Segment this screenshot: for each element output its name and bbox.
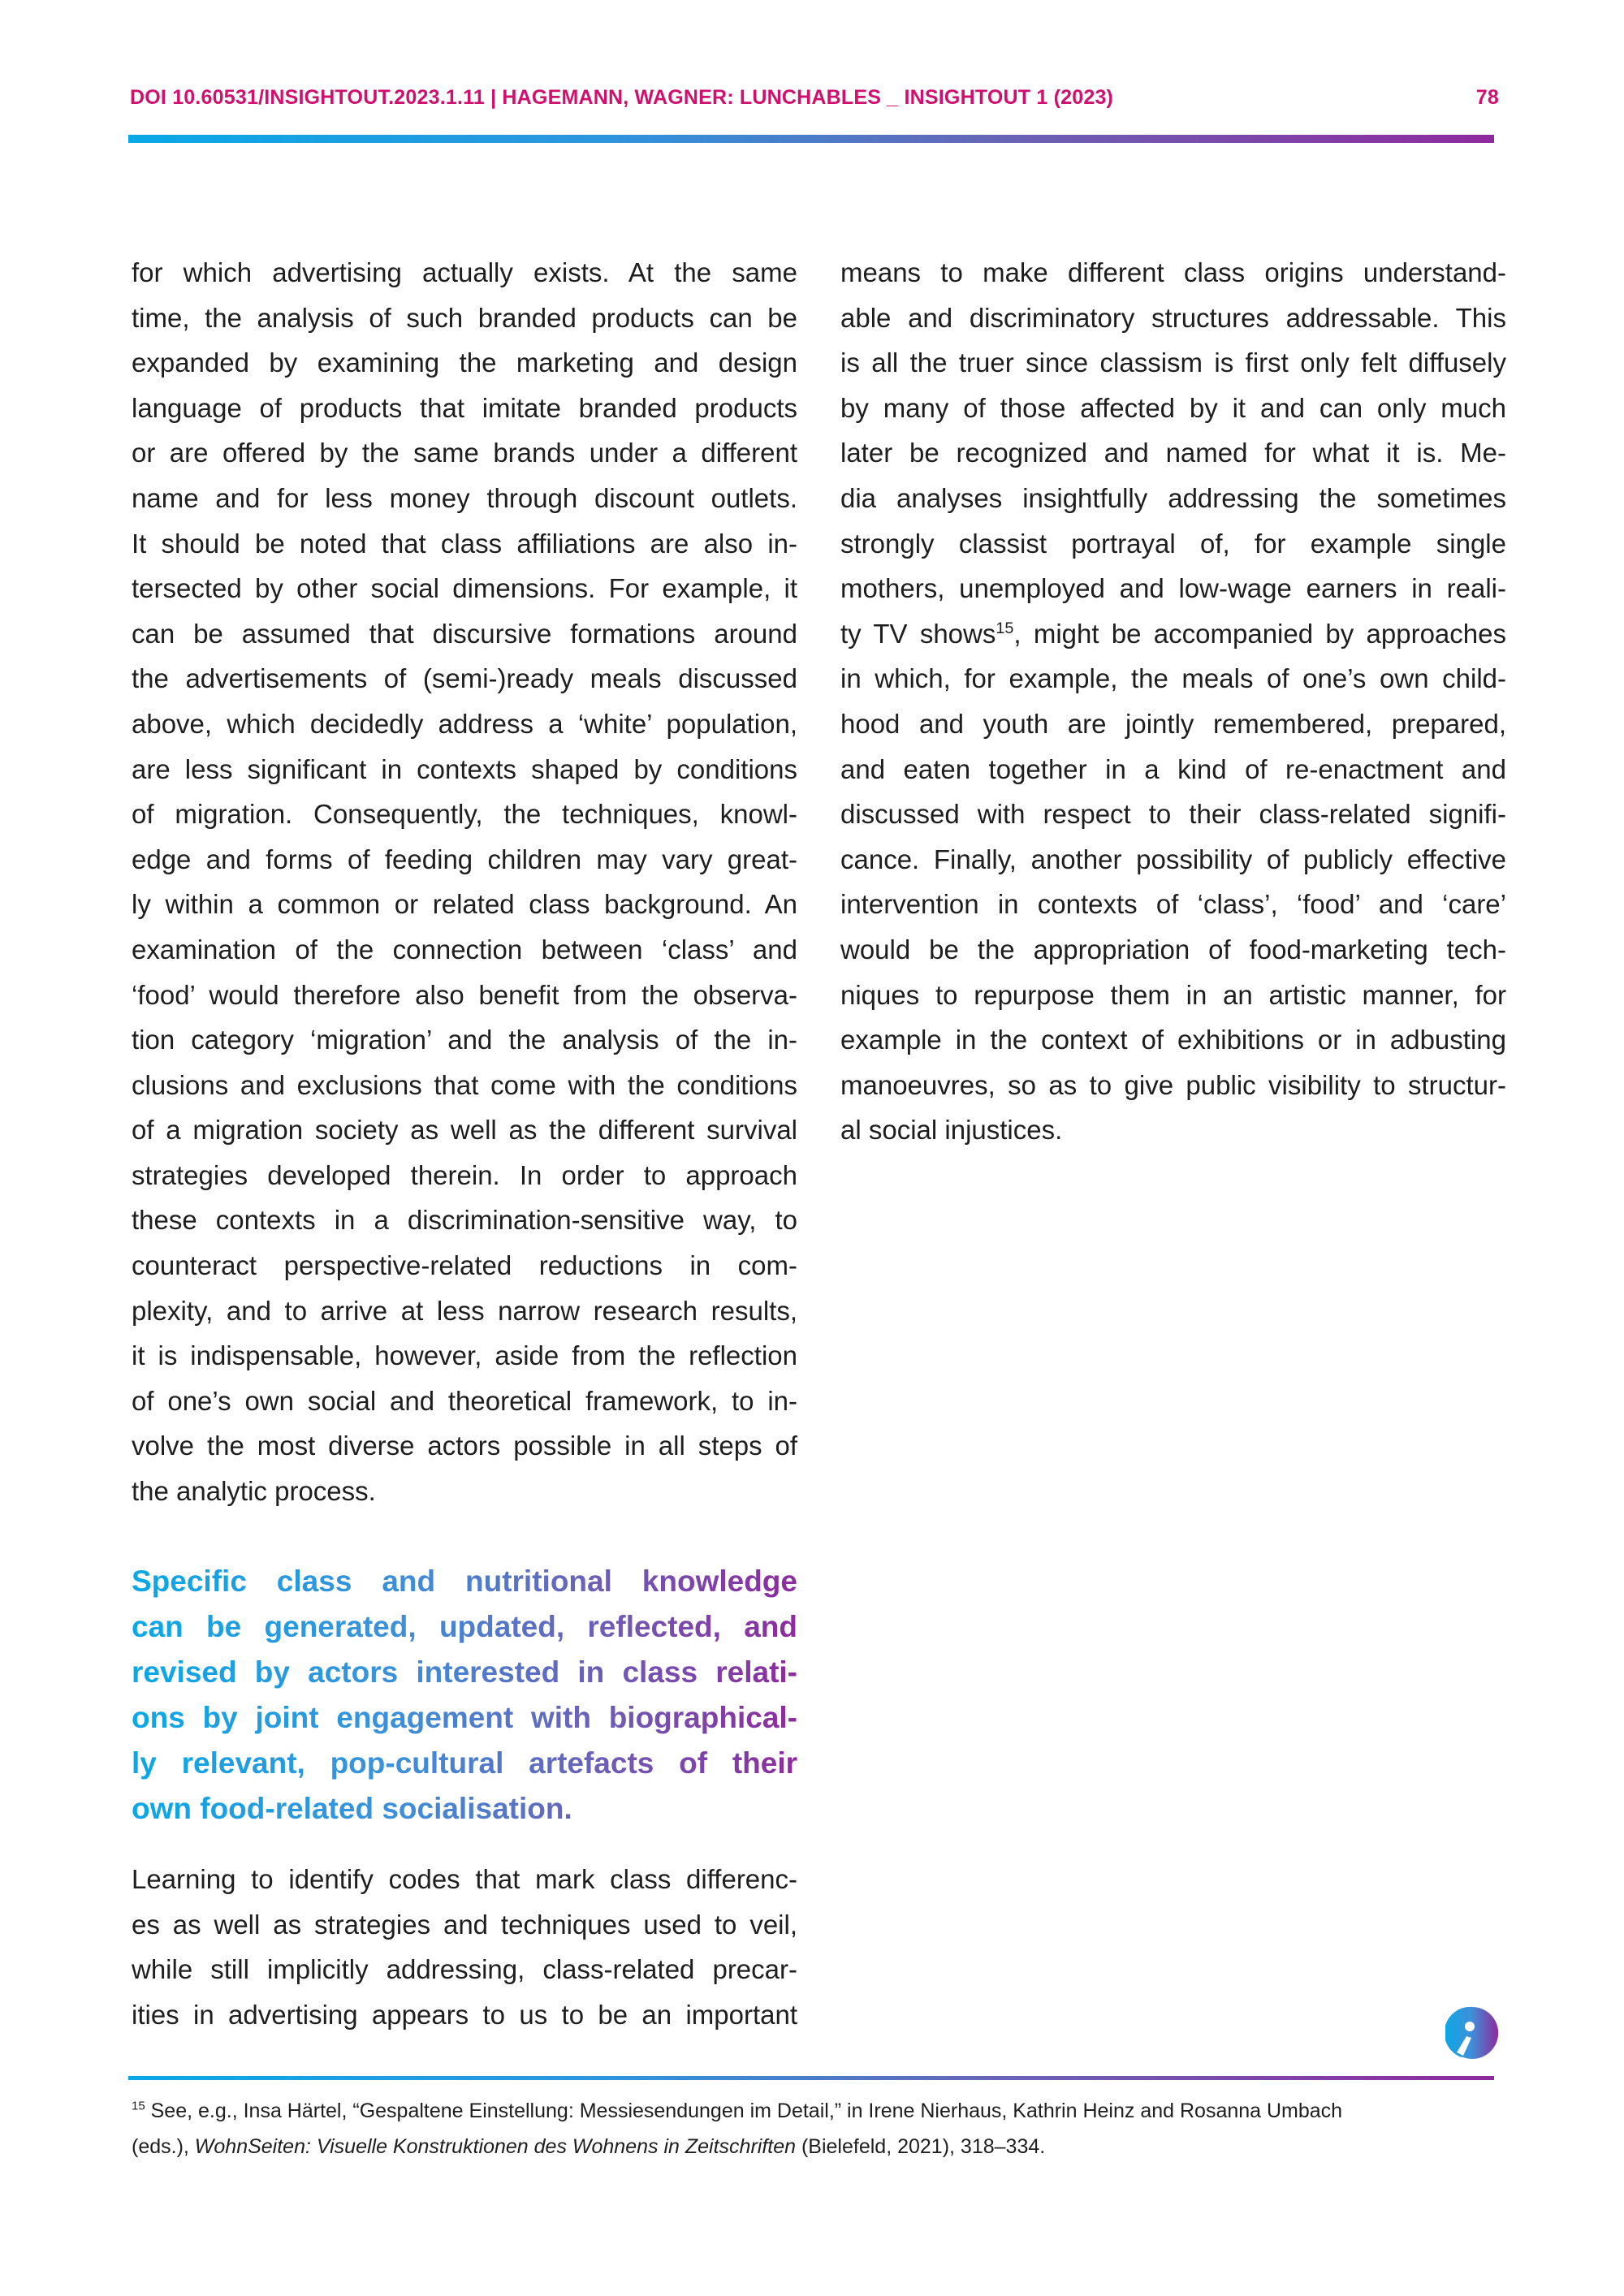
left-column-body — [132, 250, 797, 1514]
text-line: it is indispensable, however, aside from the reflection — [132, 1340, 797, 1371]
footnote-line-1 — [132, 2093, 1504, 2129]
text-line: counteract perspective-related reductions in com- — [132, 1250, 797, 1281]
text-line-with-footnote — [840, 611, 1506, 657]
text-line: in which, for example, the meals of one’s own child- — [840, 663, 1506, 694]
text-line: is all the truer since classism is first only felt diffusely — [840, 347, 1506, 378]
text-line: while still implicitly addressing, class-related precar- — [132, 1954, 797, 1985]
running-title: DOI 10.60531/INSIGHTOUT.2023.1.11 | HAGEMANN, WAGNER: LUNCHABLES _ INSIGHTOUT 1 (2023) — [130, 85, 1114, 109]
pull-quote-line: ons by joint engagement with biographical- — [132, 1701, 797, 1734]
text-line: volve the most diverse actors possible in all steps of — [132, 1431, 797, 1461]
text-line: edge and forms of feeding children may vary great- — [132, 844, 797, 874]
text-line: Learning to identify codes that mark class differenc- — [132, 1864, 797, 1894]
page-number: 78 — [1475, 85, 1499, 109]
text-line: cance. Finally, another possibility of publicly effective — [840, 844, 1506, 874]
text-line: niques to repurpose them in an artistic manner, for — [840, 979, 1506, 1010]
text-line: above, which decidedly address a ‘white’ population, — [132, 708, 797, 739]
text-line: ‘food’ would therefore also benefit from the observa- — [132, 979, 797, 1010]
text-line: able and discriminatory structures addressable. This — [840, 302, 1506, 333]
footnote-rule — [128, 2076, 1494, 2080]
text-line: strongly classist portrayal of, for example single — [840, 528, 1506, 559]
text-line: later be recognized and named for what it is. Me- — [840, 438, 1506, 468]
text-line: discussed with respect to their class-related signifi- — [840, 799, 1506, 830]
insightout-logo-icon — [1445, 2005, 1501, 2061]
footnote-line-2 — [132, 2129, 1504, 2164]
text-line: dia analyses insightfully addressing the sometimes — [840, 482, 1506, 513]
text-line: name and for less money through discount outlets. — [132, 482, 797, 513]
text-line: clusions and exclusions that come with the conditions — [132, 1069, 797, 1100]
footnote-text: (Bielefeld, 2021), 318–334. — [796, 2135, 1046, 2158]
text-line: for which advertising actually exists. At the same — [132, 257, 797, 287]
running-header — [130, 81, 1499, 114]
text-line: mothers, unemployed and low-wage earners in reali- — [840, 573, 1506, 604]
text-line: would be the appropriation of food-marketing tech- — [840, 934, 1506, 965]
text-line: or are offered by the same brands under a different — [132, 438, 797, 468]
text-line: strategies developed therein. In order to approach — [132, 1159, 797, 1190]
text-line: by many of those affected by it and can only much — [840, 392, 1506, 423]
text-line: expanded by examining the marketing and design — [132, 347, 797, 378]
text-line: tersected by other social dimensions. For example, it — [132, 573, 797, 604]
pull-quote-line: Specific class and nutritional knowledge — [132, 1564, 797, 1598]
text-line: es as well as strategies and techniques used to veil, — [132, 1909, 797, 1940]
text-line: of migration. Consequently, the techniques, knowl- — [132, 799, 797, 830]
footnote-text: See, e.g., Insa Härtel, “Gespaltene Einstellung: Messiesendungen im Detail,” in Irene Nierhaus, Kathrin Heinz and Rosanna Umbach — [145, 2100, 1343, 2122]
pull-quote-line: ly relevant, pop-cultural artefacts of their — [132, 1746, 797, 1780]
footnote-reference-link[interactable]: 15 — [996, 619, 1014, 637]
text-line: al social injustices. — [840, 1115, 1063, 1146]
header-rule — [128, 135, 1494, 143]
right-column-body — [840, 250, 1506, 1153]
text-fragment: ty TV shows — [840, 618, 996, 649]
text-line: are less significant in contexts shaped by conditions — [132, 753, 797, 784]
pull-quote-line: own food-related socialisation. — [132, 1792, 572, 1825]
text-line: of one’s own social and theoretical framework, to in- — [132, 1385, 797, 1416]
pull-quote — [132, 1559, 797, 1832]
text-line: example in the context of exhibitions or in adbusting — [840, 1025, 1506, 1055]
text-line: can be assumed that discursive formations around — [132, 618, 797, 649]
text-line: hood and youth are jointly remembered, prepared, — [840, 708, 1506, 739]
footnote-number: 15 — [132, 2099, 145, 2113]
left-column-paragraph-2 — [132, 1857, 797, 2037]
text-line: of a migration society as well as the different survival — [132, 1115, 797, 1146]
text-line: ities in advertising appears to us to be an important — [132, 1999, 797, 2030]
text-line: ly within a common or related class background. An — [132, 889, 797, 920]
text-line: the analytic process. — [132, 1476, 376, 1507]
text-line: means to make different class origins understand- — [840, 257, 1506, 287]
text-line: plexity, and to arrive at less narrow research results, — [132, 1295, 797, 1326]
text-line: manoeuvres, so as to give public visibility to structur- — [840, 1069, 1506, 1100]
text-line: and eaten together in a kind of re-enactment and — [840, 753, 1506, 784]
text-line: the advertisements of (semi-)ready meals discussed — [132, 663, 797, 694]
text-line: tion category ‘migration’ and the analysis of the in- — [132, 1025, 797, 1055]
pull-quote-line: can be generated, updated, reflected, and — [132, 1610, 797, 1643]
footnote-title: WohnSeiten: Visuelle Konstruktionen des Wohnens in Zeitschriften — [194, 2135, 797, 2158]
pull-quote-line: revised by actors interested in class relati- — [132, 1655, 797, 1689]
text-fragment: , might be accompanied by approaches — [1013, 618, 1506, 649]
footnote — [132, 2093, 1504, 2164]
text-line: language of products that imitate branded products — [132, 392, 797, 423]
text-line: these contexts in a discrimination-sensitive way, to — [132, 1205, 797, 1236]
footnote-text: (eds.), — [132, 2135, 195, 2158]
text-line: examination of the connection between ‘class’ and — [132, 934, 797, 965]
text-line: It should be noted that class affiliations are also in- — [132, 528, 797, 559]
text-line: intervention in contexts of ‘class’, ‘food’ and ‘care’ — [840, 889, 1506, 920]
text-line: time, the analysis of such branded products can be — [132, 302, 797, 333]
